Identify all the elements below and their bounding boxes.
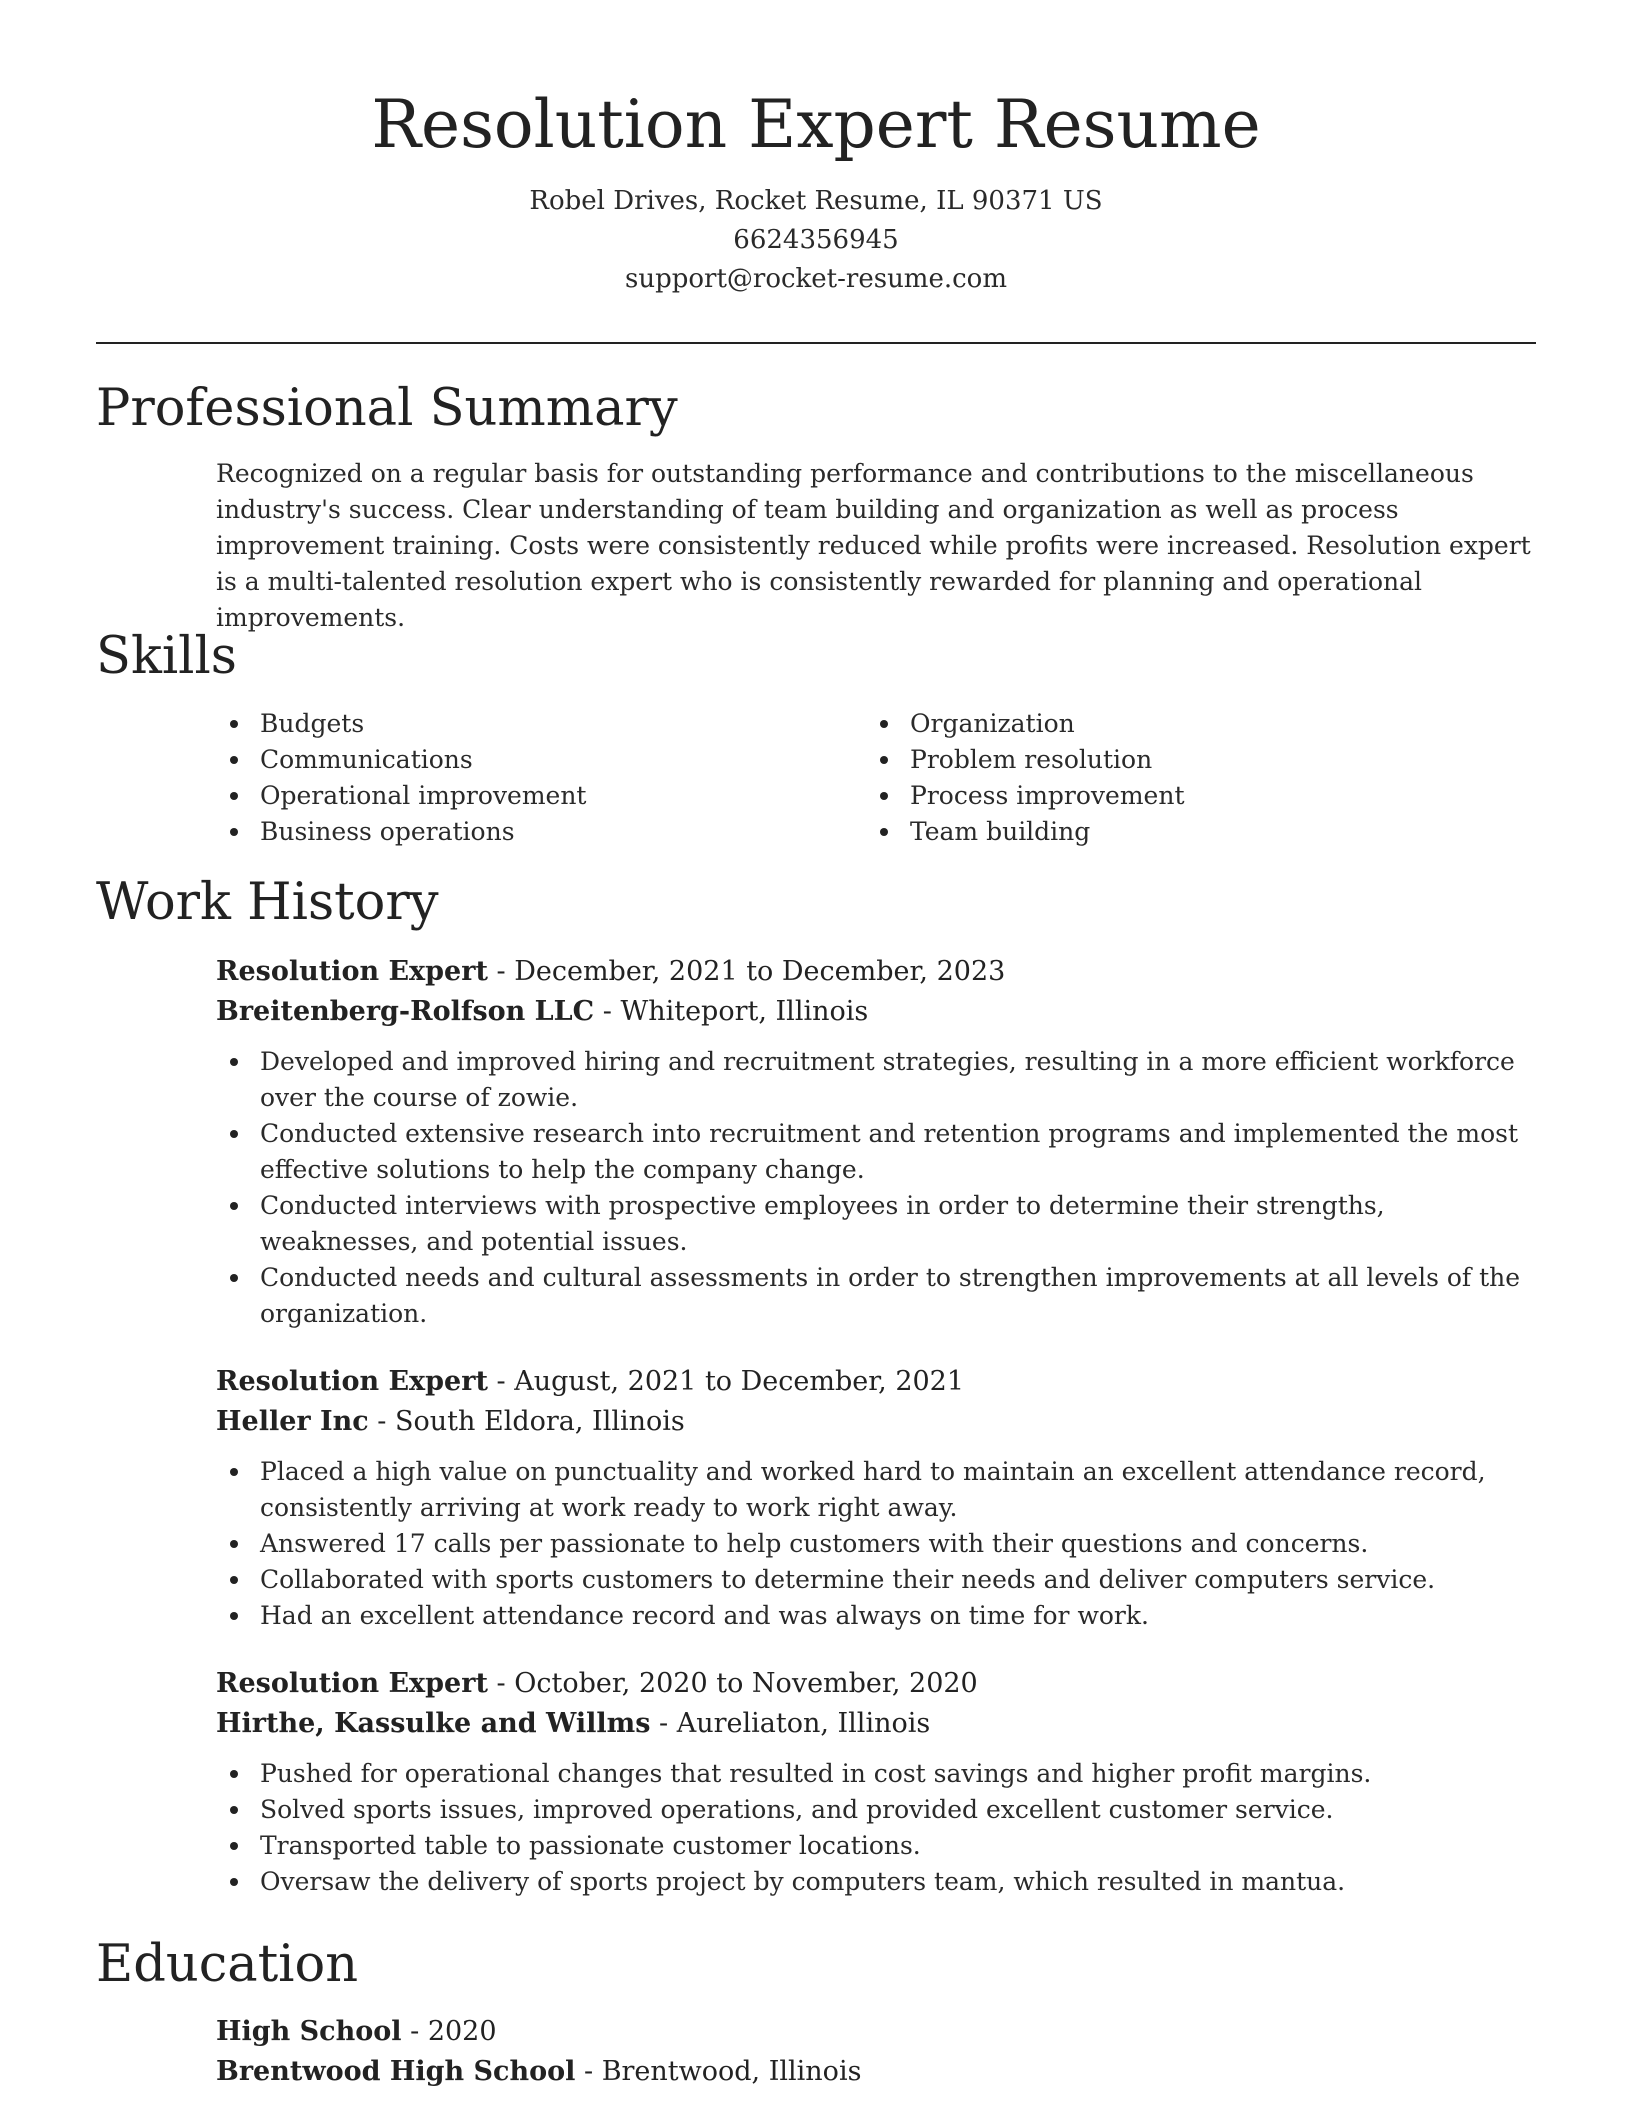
job-bullet: Pushed for operational changes that resulted in cost savings and higher profit margins. — [260, 1756, 1536, 1792]
job-title: Resolution Expert — [216, 956, 488, 987]
skill-item: Budgets — [260, 706, 866, 742]
summary-section — [216, 456, 1536, 636]
summary-text: Recognized on a regular basis for outstanding performance and contributions to the miscellaneous industry's success. Clear understanding of team building and organization as well as process improvement training. Costs were consistently reduced while profits were increased. Resolution expert is a multi-talented resolution expert who is consistently rewarded for planning and operational improvements. — [216, 459, 1531, 632]
job-company-line: Heller Inc - South Eldora, Illinois — [216, 1406, 685, 1437]
contact-email: support@rocket-resume.com — [624, 264, 1007, 294]
education-year: 2020 — [427, 2016, 497, 2047]
job-title-line: Resolution Expert - August, 2021 to December, 2021 — [216, 1366, 965, 1397]
job-bullet: Conducted interviews with prospective employees in order to determine their strengths, weaknesses, and potential issues. — [260, 1188, 1536, 1260]
skills-column-right — [866, 706, 1516, 850]
education-degree-line: High School - 2020 — [216, 2016, 497, 2047]
job-bullet: Developed and improved hiring and recruitment strategies, resulting in a more efficient workforce over the course of zowie. — [260, 1044, 1536, 1116]
job-bullet: Solved sports issues, improved operations, and provided excellent customer service. — [260, 1792, 1536, 1828]
job-bullets — [216, 1454, 1536, 1634]
skill-item: Team building — [910, 814, 1516, 850]
skill-item: Communications — [260, 742, 866, 778]
skills-list — [216, 706, 1536, 850]
job-dates: October, 2020 to November, 2020 — [514, 1668, 978, 1699]
education-school: Brentwood High School — [216, 2056, 576, 2087]
job-bullet: Conducted extensive research into recruitment and retention programs and implemented the most effective solutions to help the company change. — [260, 1116, 1536, 1188]
job-company: Breitenberg-Rolfson LLC — [216, 996, 595, 1027]
education-section — [216, 2012, 1536, 2092]
skills-heading: Skills — [96, 627, 237, 686]
work-history-section — [216, 952, 1536, 1930]
skill-item: Problem resolution — [910, 742, 1516, 778]
education-heading: Education — [96, 1935, 359, 1994]
job-company-line: Hirthe, Kassulke and Willms - Aureliaton, Illinois — [216, 1708, 931, 1739]
job-location: South Eldora, Illinois — [395, 1406, 685, 1437]
skill-item: Organization — [910, 706, 1516, 742]
job-title-line: Resolution Expert - October, 2020 to November, 2020 — [216, 1668, 978, 1699]
resume-header — [96, 80, 1536, 299]
job-location: Aureliaton, Illinois — [676, 1708, 931, 1739]
job-entry — [216, 1664, 1536, 1900]
job-bullet: Had an excellent attendance record and was always on time for work. — [260, 1598, 1536, 1634]
job-title-line: Resolution Expert - December, 2021 to December, 2023 — [216, 956, 1006, 987]
job-company: Heller Inc — [216, 1406, 369, 1437]
job-company-line: Breitenberg-Rolfson LLC - Whiteport, Illinois — [216, 996, 869, 1027]
job-entry — [216, 1362, 1536, 1634]
education-location: Brentwood, Illinois — [601, 2056, 862, 2087]
header-divider — [96, 342, 1536, 344]
job-title: Resolution Expert — [216, 1366, 488, 1397]
education-degree: High School — [216, 2016, 402, 2047]
skill-item: Business operations — [260, 814, 866, 850]
job-dates: August, 2021 to December, 2021 — [514, 1366, 965, 1397]
job-bullets — [216, 1756, 1536, 1900]
job-dates: December, 2021 to December, 2023 — [514, 956, 1006, 987]
work-history-heading: Work History — [96, 873, 439, 932]
job-company: Hirthe, Kassulke and Willms — [216, 1708, 651, 1739]
job-bullet: Collaborated with sports customers to determine their needs and deliver computers service. — [260, 1562, 1536, 1598]
job-title: Resolution Expert — [216, 1668, 488, 1699]
job-bullet: Answered 17 calls per passionate to help customers with their questions and concerns. — [260, 1526, 1536, 1562]
job-bullet: Conducted needs and cultural assessments in order to strengthen improvements at all levels of the organization. — [260, 1260, 1536, 1332]
job-bullets — [216, 1044, 1536, 1332]
resume-title: Resolution Expert Resume — [371, 86, 1261, 163]
skills-column-left — [216, 706, 866, 850]
skill-item: Process improvement — [910, 778, 1516, 814]
contact-address: Robel Drives, Rocket Resume, IL 90371 US — [529, 186, 1103, 216]
job-bullet: Oversaw the delivery of sports project by computers team, which resulted in mantua. — [260, 1864, 1536, 1900]
job-bullet: Transported table to passionate customer locations. — [260, 1828, 1536, 1864]
education-school-line: Brentwood High School - Brentwood, Illinois — [216, 2056, 862, 2087]
job-entry — [216, 952, 1536, 1332]
job-location: Whiteport, Illinois — [620, 996, 869, 1027]
summary-heading: Professional Summary — [96, 379, 678, 438]
skill-item: Operational improvement — [260, 778, 866, 814]
job-bullet: Placed a high value on punctuality and worked hard to maintain an excellent attendance record, consistently arriving at work ready to work right away. — [260, 1454, 1536, 1526]
contact-phone: 6624356945 — [733, 225, 899, 255]
